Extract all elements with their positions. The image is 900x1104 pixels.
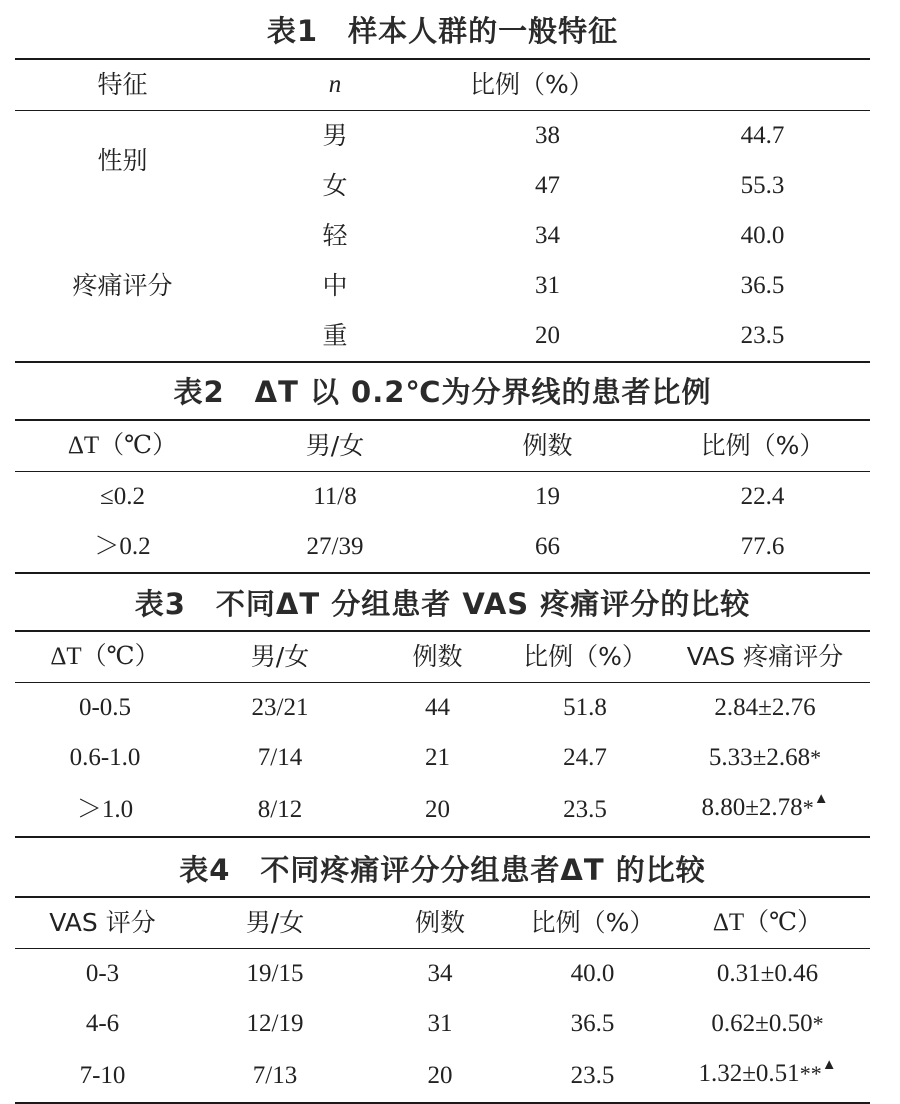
table-row xyxy=(15,1049,870,1102)
table-cell: 23.5 xyxy=(563,795,607,823)
table2-body xyxy=(15,472,870,572)
table-cell: 7/13 xyxy=(252,1061,298,1089)
table3-header-cell: 比例（%） xyxy=(523,642,647,671)
table1-header-cell xyxy=(655,60,870,110)
table1 xyxy=(15,60,870,110)
table2-header-cell: 比例（%） xyxy=(700,431,825,460)
table3-title: 表3 不同ΔT 分组患者 VAS 疼痛评分的比较 xyxy=(134,587,751,621)
table-cell: 重 xyxy=(322,321,348,350)
table-cell: 38 xyxy=(535,122,560,149)
table-cell xyxy=(660,783,870,836)
table-cell: 中 xyxy=(322,271,348,300)
table-cell: 31 xyxy=(535,272,560,299)
table-cell xyxy=(660,733,870,783)
table3 xyxy=(15,632,870,682)
triangle-marker-icon: ▲ xyxy=(821,1057,837,1073)
table-cell xyxy=(665,1049,870,1102)
table-cell: ≤0.2 xyxy=(100,483,145,510)
table-row xyxy=(15,211,870,261)
table-cell: 66 xyxy=(535,533,560,560)
table3-header-cell: ΔT（℃） xyxy=(50,643,160,670)
document-page xyxy=(15,0,870,1104)
table-cell: 23/21 xyxy=(251,694,309,721)
table-cell: 20 xyxy=(427,1061,453,1089)
table-cell: 24.7 xyxy=(563,744,607,771)
table-cell: 7/14 xyxy=(257,744,303,771)
table-row xyxy=(15,949,870,999)
table4-body xyxy=(15,949,870,1102)
table-cell: 19 xyxy=(535,483,560,510)
table-cell: 20 xyxy=(535,322,560,349)
vas-value: 5.33±2.68 xyxy=(708,744,811,771)
table-row xyxy=(15,522,870,572)
delta-t-value: 0.62±0.50 xyxy=(711,1010,813,1037)
triangle-marker-icon: ▲ xyxy=(813,791,829,807)
table-row xyxy=(15,733,870,783)
table-cell: 34 xyxy=(427,960,453,987)
table-cell: 23.5 xyxy=(570,1061,615,1089)
table4-header-cell: 男/女 xyxy=(245,908,305,937)
significance-asterisk: * xyxy=(802,795,814,820)
table4-header-cell: ΔT（℃） xyxy=(712,909,823,936)
table-cell: 21 xyxy=(425,744,450,771)
table3-header-cell: VAS 疼痛评分 xyxy=(686,642,844,671)
table-cell: 40.0 xyxy=(740,222,785,249)
table-row xyxy=(15,999,870,1049)
significance-asterisk: ** xyxy=(799,1061,822,1086)
table-cell: 31 xyxy=(427,1010,453,1037)
table1-body xyxy=(15,111,870,361)
table3-header-row xyxy=(15,632,870,682)
table-cell: 77.6 xyxy=(740,533,785,560)
table-cell: 0-0.5 xyxy=(78,694,132,721)
table-cell xyxy=(665,949,870,999)
delta-t-value: 0.31±0.46 xyxy=(716,960,819,987)
table1-header-row xyxy=(15,60,870,110)
table-cell: 47 xyxy=(535,172,560,199)
table2 xyxy=(15,421,870,471)
table2-header-cell: 男/女 xyxy=(305,431,365,460)
table4-header-row xyxy=(15,898,870,948)
table2-header-cell: 例数 xyxy=(522,431,573,460)
table-cell: ＞1.0 xyxy=(76,795,134,823)
table-cell: 4-6 xyxy=(85,1010,120,1037)
table-cell: 36.5 xyxy=(740,272,785,299)
table-cell: 23.5 xyxy=(740,322,785,349)
table1-title: 表1 样本人群的一般特征 xyxy=(266,14,619,48)
table-cell xyxy=(665,999,870,1049)
group-label-gender: 性别 xyxy=(97,146,148,175)
table-cell: 7-10 xyxy=(79,1061,126,1089)
table-cell xyxy=(660,683,870,733)
table-cell: 51.8 xyxy=(563,694,607,721)
delta-t-value: 1.32±0.51 xyxy=(698,1060,800,1087)
table2-header-cell: ΔT（℃） xyxy=(67,432,178,459)
table3-header-cell: 男/女 xyxy=(250,642,310,671)
table2-header-row xyxy=(15,421,870,471)
table-cell: 男 xyxy=(322,121,348,150)
table4-header-cell: VAS 评分 xyxy=(49,908,156,937)
significance-asterisk: * xyxy=(810,745,822,770)
table-cell: 44 xyxy=(425,694,450,721)
vas-value: 8.80±2.78 xyxy=(701,794,803,821)
table-cell: 22.4 xyxy=(740,483,785,510)
table4-header-cell: 例数 xyxy=(414,908,465,937)
table-row xyxy=(15,783,870,836)
table4-header-cell: 比例（%） xyxy=(530,908,655,937)
table1-header-cell: 特征 xyxy=(97,70,148,99)
table-row xyxy=(15,111,870,161)
table-cell: 27/39 xyxy=(306,533,364,560)
table2-title: 表2 ΔT 以 0.2℃为分界线的患者比例 xyxy=(173,375,712,409)
table4-title: 表4 不同疼痛评分分组患者ΔT 的比较 xyxy=(179,853,706,887)
table-cell: 34 xyxy=(535,222,560,249)
table-cell: 19/15 xyxy=(246,960,304,987)
table-cell: 55.3 xyxy=(740,172,785,199)
table-cell: 12/19 xyxy=(246,1010,304,1037)
table4 xyxy=(15,898,870,948)
table1-header-cell: n xyxy=(328,71,342,98)
significance-asterisk: * xyxy=(812,1011,824,1036)
table-cell: 8/12 xyxy=(257,795,303,823)
table1-header-cell: 比例（%） xyxy=(470,70,594,99)
table3-body xyxy=(15,683,870,836)
table-cell: 0-3 xyxy=(85,960,120,987)
table-cell: 女 xyxy=(322,171,348,200)
vas-value: 2.84±2.76 xyxy=(714,694,816,721)
table-row xyxy=(15,472,870,522)
table-cell: 11/8 xyxy=(313,483,357,510)
table-cell: 44.7 xyxy=(740,122,785,149)
table-row xyxy=(15,683,870,733)
table-cell: 轻 xyxy=(322,221,348,250)
table-cell: ＞0.2 xyxy=(94,533,151,560)
table3-header-cell: 例数 xyxy=(412,642,463,671)
table-cell: 20 xyxy=(425,795,450,823)
table-cell: 40.0 xyxy=(570,960,615,987)
group-label-pain-score: 疼痛评分 xyxy=(72,271,173,300)
table-cell: 0.6-1.0 xyxy=(69,744,141,771)
table-cell: 36.5 xyxy=(570,1010,615,1037)
